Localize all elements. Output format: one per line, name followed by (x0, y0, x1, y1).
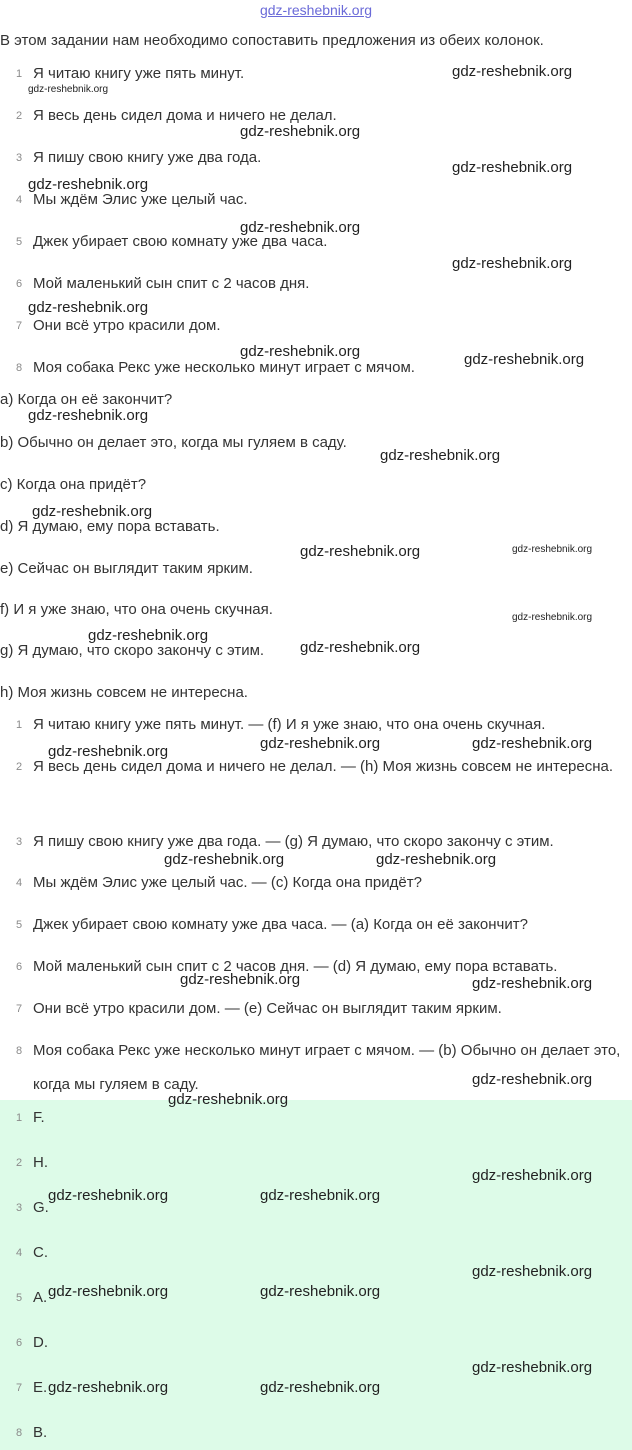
pair-text: Я весь день сидел дома и ничего не делал. — (h) Моя жизнь совсем не интересна. (33, 758, 614, 775)
item-number: 5 (15, 236, 23, 248)
watermark: gdz-reshebnik.org (240, 123, 361, 140)
watermark: gdz-reshebnik.org (452, 255, 573, 272)
watermark: gdz-reshebnik.org (472, 975, 593, 992)
intro-text: В этом задании нам необходимо сопоставить предложения из обеих колонок. (0, 32, 544, 49)
pair-text: Я пишу свою книгу уже два года. — (g) Я думаю, что скоро закончу с этим. (33, 833, 554, 850)
option-item: a) Когда он её закончит? (0, 391, 173, 408)
watermark: gdz-reshebnik.org (512, 544, 593, 555)
option-item: f) И я уже знаю, что она очень скучная. (0, 601, 273, 618)
item-number: 5 (15, 1292, 23, 1304)
option-item: e) Сейчас он выглядит таким ярким. (0, 560, 253, 577)
watermark: gdz-reshebnik.org (472, 1071, 593, 1088)
item-number: 8 (15, 1427, 23, 1439)
watermark: gdz-reshebnik.org (464, 351, 585, 368)
watermark: gdz-reshebnik.org (376, 851, 497, 868)
option-item: c) Когда она придёт? (0, 476, 147, 493)
item-number: 5 (15, 919, 23, 931)
answer-text: E. (33, 1379, 48, 1396)
watermark: gdz-reshebnik.org (380, 447, 501, 464)
item-number: 4 (15, 1247, 23, 1259)
watermark: gdz-reshebnik.org (28, 299, 149, 316)
watermark: gdz-reshebnik.org (472, 1359, 593, 1376)
answer-text: F. (33, 1109, 45, 1126)
sentence-text: Я пишу свою книгу уже два года. (33, 149, 262, 166)
sentence-text: Мой маленький сын спит с 2 часов дня. (33, 275, 310, 292)
option-item: h) Моя жизнь совсем не интересна. (0, 684, 248, 701)
watermark: gdz-reshebnik.org (300, 639, 421, 656)
sentence-text: Я читаю книгу уже пять минут. (33, 65, 245, 82)
answer-text: D. (33, 1334, 48, 1351)
pair-text: Джек убирает свою комнату уже два часа. — (a) Когда он её закончит? (33, 916, 528, 933)
watermark: gdz-reshebnik.org (512, 612, 593, 623)
option-item: g) Я думаю, что скоро закончу с этим. (0, 642, 265, 659)
item-number: 4 (15, 877, 23, 889)
item-number: 7 (15, 320, 23, 332)
option-item: d) Я думаю, ему пора вставать. (0, 518, 220, 535)
pair-text: Я читаю книгу уже пять минут. — (f) И я уже знаю, что она очень скучная. (33, 716, 546, 733)
sentence-text: Мы ждём Элис уже целый час. (33, 191, 248, 208)
item-number: 6 (15, 961, 23, 973)
sentence-text: Моя собака Рекс уже несколько минут играет с мячом. (33, 359, 415, 376)
item-number: 4 (15, 194, 23, 206)
answer-text: G. (33, 1199, 49, 1216)
item-number: 1 (15, 1112, 23, 1124)
pair-text: Мы ждём Элис уже целый час. — (c) Когда она придёт? (33, 874, 422, 891)
sentence-text: Они всё утро красили дом. (33, 317, 221, 334)
sentence-text: Джек убирает свою комнату уже два часа. (33, 233, 328, 250)
pair-text: Мой маленький сын спит с 2 часов дня. — (d) Я думаю, ему пора вставать. (33, 958, 558, 975)
watermark: gdz-reshebnik.org (452, 159, 573, 176)
item-number: 3 (15, 1202, 23, 1214)
item-number: 2 (15, 761, 23, 773)
watermark: gdz-reshebnik.org (240, 219, 361, 236)
watermark: gdz-reshebnik.org (472, 1167, 593, 1184)
item-number: 8 (15, 362, 23, 374)
sentence-text: Я весь день сидел дома и ничего не делал. (33, 107, 337, 124)
item-number: 7 (15, 1003, 23, 1015)
watermark: gdz-reshebnik.org (48, 1187, 169, 1204)
watermark: gdz-reshebnik.org (28, 176, 149, 193)
answer-text: H. (33, 1154, 48, 1171)
watermark: gdz-reshebnik.org (260, 1283, 381, 1300)
watermark: gdz-reshebnik.org (240, 343, 361, 360)
answer-text: A. (33, 1289, 48, 1306)
watermark: gdz-reshebnik.org (32, 503, 153, 520)
pair-text: Моя собака Рекс уже несколько минут играет с мячом. — (b) Обычно он делает это, когда мы гуляем в саду. (33, 1042, 621, 1093)
pair-text: Они всё утро красили дом. — (e) Сейчас он выглядит таким ярким. (33, 1000, 502, 1017)
item-number: 3 (15, 152, 23, 164)
watermark: gdz-reshebnik.org (472, 735, 593, 752)
item-number: 8 (15, 1045, 23, 1057)
watermark: gdz-reshebnik.org (28, 84, 109, 95)
header-site-link[interactable]: gdz-reshebnik.org (259, 2, 373, 18)
watermark: gdz-reshebnik.org (472, 1263, 593, 1280)
watermark: gdz-reshebnik.org (168, 1091, 289, 1108)
answer-text: B. (33, 1424, 48, 1441)
item-number: 3 (15, 836, 23, 848)
watermark: gdz-reshebnik.org (180, 971, 301, 988)
watermark: gdz-reshebnik.org (48, 1283, 169, 1300)
watermark: gdz-reshebnik.org (300, 543, 421, 560)
item-number: 6 (15, 278, 23, 290)
watermark: gdz-reshebnik.org (48, 1379, 169, 1396)
item-number: 2 (15, 110, 23, 122)
watermark: gdz-reshebnik.org (48, 743, 169, 760)
watermark: gdz-reshebnik.org (260, 1379, 381, 1396)
item-number: 1 (15, 68, 23, 80)
answer-text: C. (33, 1244, 48, 1261)
watermark: gdz-reshebnik.org (260, 735, 381, 752)
item-number: 1 (15, 719, 23, 731)
option-item: b) Обычно он делает это, когда мы гуляем в саду. (0, 434, 347, 451)
item-number: 2 (15, 1157, 23, 1169)
item-number: 7 (15, 1382, 23, 1394)
watermark: gdz-reshebnik.org (88, 627, 209, 644)
watermark: gdz-reshebnik.org (28, 407, 149, 424)
watermark: gdz-reshebnik.org (164, 851, 285, 868)
watermark: gdz-reshebnik.org (260, 1187, 381, 1204)
watermark: gdz-reshebnik.org (452, 63, 573, 80)
item-number: 6 (15, 1337, 23, 1349)
